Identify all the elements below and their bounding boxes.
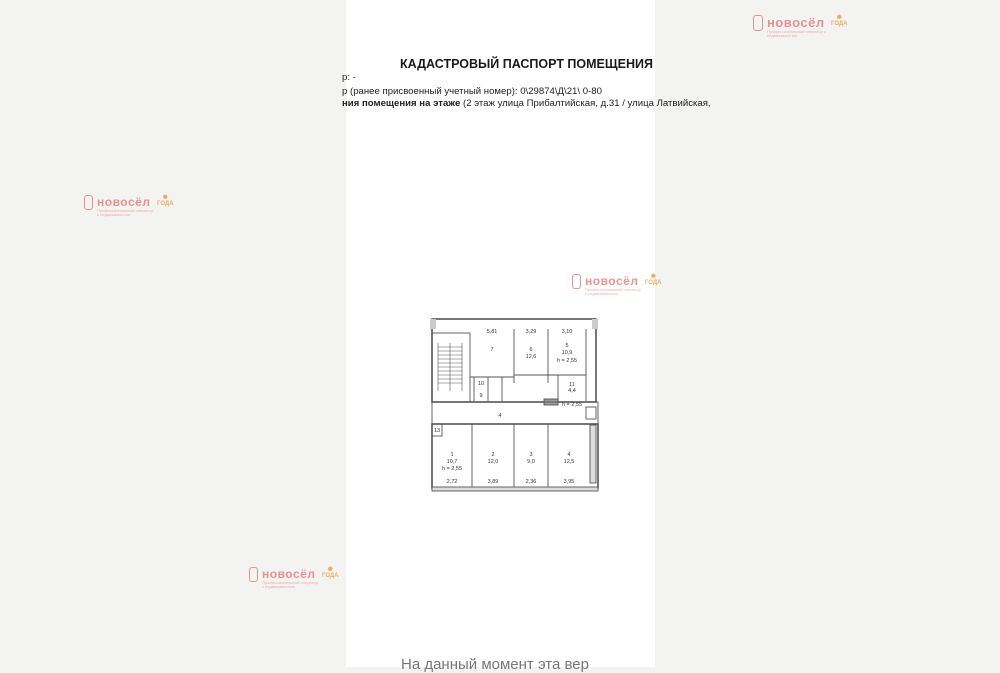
watermark-tagline: Профессиональный оператор с недвижимостью [262, 580, 318, 590]
room-number: 7 [490, 347, 494, 353]
height-label: h = 2,55 [561, 402, 583, 408]
watermark-center [572, 274, 662, 297]
height-label: h = 2,55 [441, 466, 463, 472]
watermark-tagline: Профессиональный оператор с недвижимостью [767, 29, 826, 39]
document-sheet [342, 0, 711, 673]
award-label: ГОДА [831, 21, 848, 27]
watermark-name: новосёл [97, 195, 151, 209]
room-number: 13 [433, 428, 441, 434]
stairs [438, 343, 462, 391]
dimension-label: 3,89 [487, 479, 499, 485]
room-number: 11 [569, 382, 575, 388]
room-area: 12,6 [525, 354, 537, 360]
award-icon: ✺ ГОДА [157, 195, 174, 207]
room-area: 12,5 [563, 459, 575, 465]
room-area: 10,7 [446, 459, 458, 465]
room-number: 2 [491, 452, 495, 458]
watermark-name: новосёл [262, 567, 316, 581]
award-label: ГОДА [157, 201, 174, 207]
document-title: КАДАСТРОВЫЙ ПАСПОРТ ПОМЕЩЕНИЯ [400, 57, 653, 71]
watermark-name: новосёл [585, 274, 639, 288]
watermark-tagline: Профессиональный оператор с недвижимостью [585, 287, 641, 297]
room-number: 5 [565, 343, 569, 349]
watermark-top-right [753, 15, 848, 39]
room-area: 9,0 [527, 459, 535, 465]
watermark-left [84, 195, 174, 218]
bottom-cut-text: На данный момент эта вер [401, 656, 589, 673]
room-area: 10,9 [561, 350, 573, 356]
watermark-bottom-left [249, 567, 339, 590]
document-line-1: р: - [342, 72, 356, 83]
room-number: 4 [498, 413, 502, 419]
line-3-rest: (2 этаж улица Прибалтийская, д.31 / улица Латвийская, [460, 98, 711, 109]
dimension-label: 2,72 [446, 479, 458, 485]
document-line-3 [342, 98, 711, 109]
award-icon: ✺ ГОДА [645, 274, 662, 286]
room-number: 1 [450, 452, 454, 458]
award-label: ГОДА [645, 280, 662, 286]
house-logo-icon [753, 15, 763, 31]
dimension-label: 3,29 [525, 329, 537, 335]
award-icon: ✺ ГОДА [831, 15, 848, 27]
award-icon: ✺ ГОДА [322, 567, 339, 579]
dimension-label: 3,10 [561, 329, 573, 335]
line-3-bold: ния помещения на этаже [342, 98, 461, 109]
room-number: 6 [529, 347, 533, 353]
dimension-label: 3,95 [563, 479, 575, 485]
room-number: 3 [529, 452, 533, 458]
document-line-2: р (ранее присвоенный учетный номер): 0\29874\Д\21\ 0-80 [342, 86, 602, 97]
height-label: h = 2,55 [556, 358, 578, 364]
room-area: 12,0 [487, 459, 499, 465]
room-number: 10 [477, 381, 485, 387]
dimension-label: 5,81 [486, 329, 498, 335]
watermark-tagline: Профессиональный оператор с недвижимостью [97, 208, 153, 218]
house-logo-icon [249, 567, 258, 582]
floor-plan [418, 315, 598, 495]
dimension-label: 2,36 [525, 479, 537, 485]
award-label: ГОДА [322, 573, 339, 579]
room-number: 9 [479, 393, 483, 399]
house-logo-icon [84, 195, 93, 210]
watermark-name: новосёл [767, 15, 825, 30]
room-area: 4,4 [568, 388, 576, 394]
house-logo-icon [572, 274, 581, 289]
room-number: 4 [567, 452, 571, 458]
